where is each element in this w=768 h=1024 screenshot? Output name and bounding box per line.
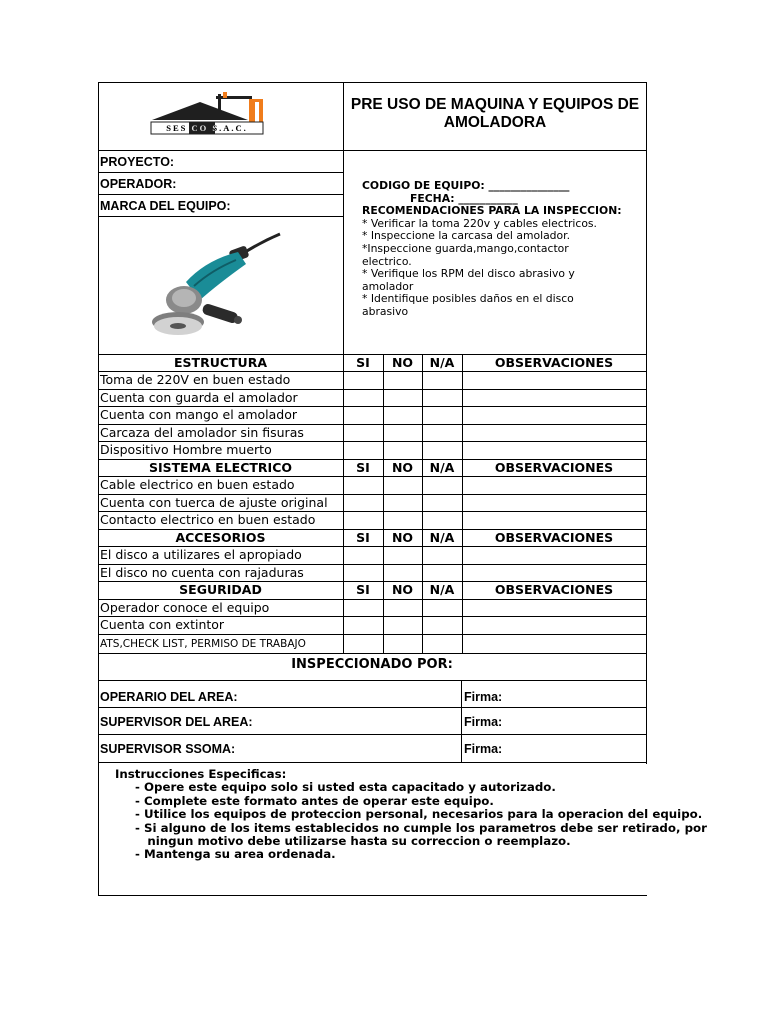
- rec-item: * Verifique los RPM del disco abrasivo y: [362, 267, 575, 281]
- instruccion-item: - Complete este formato antes de operar este equipo.: [135, 793, 494, 808]
- rec-item: abrasivo: [362, 304, 409, 318]
- checklist-item: Cuenta con guarda el amolador: [100, 390, 298, 405]
- instruccion-item: - Si alguno de los items establecidos no cumple los parametros debe ser retirado, por: [135, 820, 707, 835]
- checklist-item: Contacto electrico en buen estado: [100, 512, 316, 527]
- col-na: N/A: [429, 460, 455, 475]
- checklist-item: Cuenta con mango el amolador: [100, 407, 298, 422]
- checklist-item: ATS,CHECK LIST, PERMISO DE TRABAJO: [100, 638, 306, 650]
- inspeccionado-title: INSPECCIONADO POR:: [291, 657, 453, 672]
- codigo-label: CODIGO DE EQUIPO: _______________: [362, 179, 570, 192]
- operario-label: OPERARIO DEL AREA:: [100, 690, 238, 704]
- supervisor-area-label: SUPERVISOR DEL AREA:: [100, 715, 253, 729]
- instruccion-item: - Mantenga su area ordenada.: [135, 847, 336, 862]
- col-no: NO: [391, 582, 414, 597]
- logo-graphic: [148, 90, 266, 142]
- col-si: SI: [356, 460, 370, 475]
- section-title-estructura: ESTRUCTURA: [174, 355, 267, 370]
- checklist-item: Cuenta con extintor: [100, 617, 225, 632]
- rec-item: amolador: [362, 279, 414, 293]
- fecha-label: FECHA: ___________: [410, 191, 518, 205]
- instruccion-item: - Opere este equipo solo si usted esta capacitado y autorizado.: [135, 780, 556, 795]
- instrucciones-block: [115, 768, 707, 862]
- form-title-line1: PRE USO DE MAQUINA Y EQUIPOS DE: [350, 96, 640, 113]
- col-na: N/A: [429, 582, 455, 597]
- col-observaciones: OBSERVACIONES: [494, 582, 614, 597]
- checklist-item: El disco a utilizares el apropiado: [100, 547, 302, 562]
- rec-item: * Identifique posibles daños en el disco: [362, 292, 574, 306]
- checklist-item: Operador conoce el equipo: [100, 600, 270, 615]
- operador-label: OPERADOR:: [100, 177, 177, 191]
- info-block: [362, 180, 622, 319]
- col-si: SI: [356, 582, 370, 597]
- marca-label: MARCA DEL EQUIPO:: [100, 199, 231, 213]
- checklist-item: Cuenta con tuerca de ajuste original: [100, 495, 328, 510]
- checklist-item: Cable electrico en buen estado: [100, 477, 295, 492]
- section-title-seguridad: SEGURIDAD: [179, 582, 262, 597]
- col-observaciones: OBSERVACIONES: [494, 355, 614, 370]
- col-na: N/A: [429, 530, 455, 545]
- checklist-item: Dispositivo Hombre muerto: [100, 442, 272, 457]
- instruccion-item: ningun motivo debe utilizarse hasta su correccion o reemplazo.: [135, 834, 571, 849]
- firma-label: Firma:: [464, 715, 503, 729]
- section-title-accesorios: ACCESORIOS: [175, 530, 266, 545]
- rec-item: *Inspeccione guarda,mango,contactor: [362, 241, 569, 255]
- supervisor-ssoma-label: SUPERVISOR SSOMA:: [100, 742, 236, 756]
- col-na: N/A: [429, 355, 455, 370]
- proyecto-label: PROYECTO:: [100, 155, 175, 169]
- col-si: SI: [356, 355, 370, 370]
- checklist-item: Carcaza del amolador sin fisuras: [100, 425, 304, 440]
- recomendaciones-title: RECOMENDACIONES PARA LA INSPECCION:: [362, 204, 622, 218]
- section-title-sistema-electrico: SISTEMA ELECTRICO: [148, 460, 292, 475]
- rec-item: * Verificar la toma 220v y cables electricos.: [362, 216, 597, 230]
- company-logo: [148, 90, 266, 142]
- col-no: NO: [391, 460, 414, 475]
- form-title-line2: AMOLADORA: [443, 114, 547, 131]
- firma-label: Firma:: [464, 690, 503, 704]
- instrucciones-title: Instrucciones Especificas:: [115, 767, 287, 781]
- col-observaciones: OBSERVACIONES: [494, 460, 614, 475]
- rec-item: * Inspeccione la carcasa del amolador.: [362, 229, 571, 243]
- col-no: NO: [391, 530, 414, 545]
- col-si: SI: [356, 530, 370, 545]
- rec-item: electrico.: [362, 254, 412, 268]
- grinder-image: [146, 224, 286, 348]
- checklist-item: El disco no cuenta con rajaduras: [100, 565, 304, 580]
- col-observaciones: OBSERVACIONES: [494, 530, 614, 545]
- firma-label: Firma:: [464, 742, 503, 756]
- form-title: [344, 96, 646, 132]
- instruccion-item: - Utilice los equipos de proteccion personal, necesarios para la operacion del equipo.: [135, 807, 703, 822]
- checklist-item: Toma de 220V en buen estado: [100, 372, 291, 387]
- logo-text: SES CO S.A.C.: [166, 123, 248, 133]
- col-no: NO: [391, 355, 414, 370]
